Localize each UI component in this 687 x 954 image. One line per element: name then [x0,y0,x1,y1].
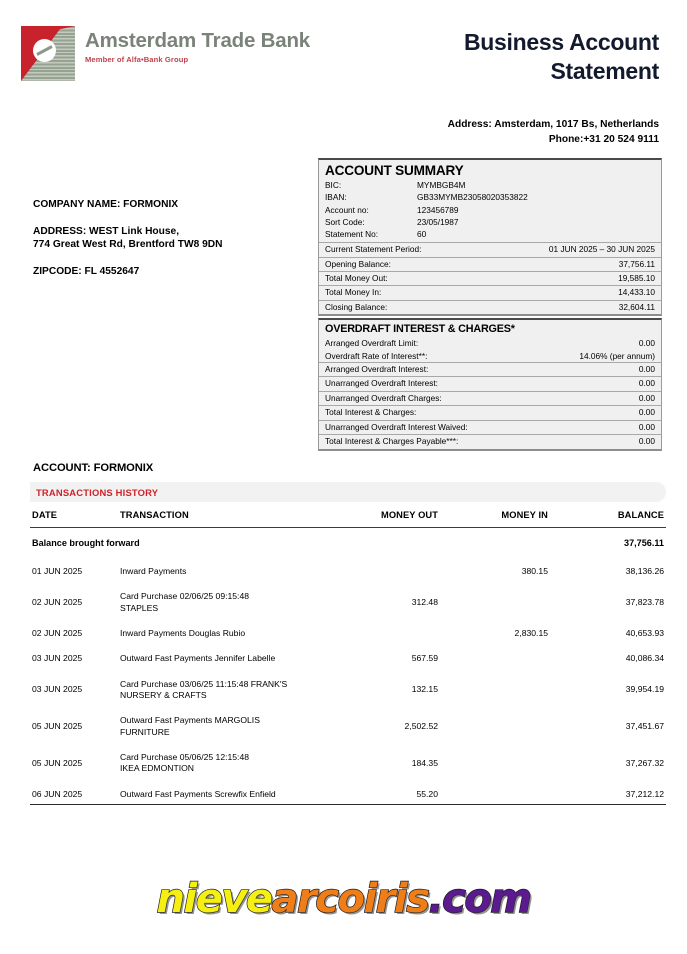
overdraft-row-label: Total Interest & Charges Payable***: [325,436,459,447]
row-description-line1: Card Purchase 02/06/25 09:15:48 [120,591,249,602]
row-money-out: 312.48 [411,597,438,608]
bank-contact [448,118,659,148]
row-balance: 37,267.32 [625,757,664,768]
transactions-history-label: TRANSACTIONS HISTORY [36,486,159,498]
overdraft-row-limit [319,337,661,349]
account-summary-title: ACCOUNT SUMMARY [325,163,464,178]
row-description-line2: STAPLES [120,602,159,613]
overdraft-row-value: 0.00 [638,338,655,349]
balance-brought-forward-label: Balance brought forward [32,538,140,548]
row-money-out: 132.15 [411,684,438,695]
balance-brought-forward-out [352,528,462,560]
watermark-part1: nieve [156,876,272,922]
summary-row-label: Opening Balance: [325,258,391,269]
table-row [30,646,666,671]
overdraft-row-label: Unarranged Overdraft Interest Waived: [325,421,468,432]
summary-row-label: Closing Balance: [325,301,388,312]
summary-field-statement-no [319,228,661,242]
overdraft-row-interest-waived [319,420,661,434]
overdraft-row-arranged-interest [319,362,661,376]
customer-details [33,198,222,278]
summary-field-value: 123456789 [417,204,459,215]
summary-field-bic [319,179,661,191]
table-row [30,745,666,782]
row-description [112,621,352,646]
row-description-line2: NURSERY & CRAFTS [120,690,207,701]
row-money-in [462,672,566,709]
row-money-out [352,559,462,584]
row-date: 02 JUN 2025 [32,597,83,608]
table-row-balance-brought-forward [30,528,666,560]
row-description-line1: Card Purchase 05/06/25 12:15:48 [120,752,249,763]
row-balance: 40,086.34 [625,653,664,664]
row-date: 01 JUN 2025 [32,566,83,576]
summary-field-label: Sort Code: [325,216,365,227]
row-money-in [462,745,566,782]
document-header [0,0,687,150]
bank-tagline: Member of Alfa•Bank Group [85,54,189,64]
row-money-in: 2,830.15 [514,628,548,639]
row-date: 06 JUN 2025 [32,788,83,799]
summary-row-value: 32,604.11 [618,301,655,312]
table-row [30,584,666,621]
summary-field-value: MYMBGB4M [417,180,466,191]
amsterdam-trade-bank-logo-icon [21,26,75,81]
summary-row-value: 14,433.10 [618,287,655,298]
row-money-in [462,646,566,671]
overdraft-row-value: 0.00 [638,436,655,447]
row-date: 05 JUN 2025 [32,757,83,768]
row-balance: 37,823.78 [625,597,664,608]
overdraft-row-value: 0.00 [638,407,655,418]
page-title-line2: Statement [550,58,659,85]
summary-row-label: Total Money In: [325,287,382,298]
row-description-line1: Outward Fast Payments Screwfix Enfield [120,788,276,799]
table-row [30,559,666,584]
summary-row-statement-period [319,242,661,256]
overdraft-row-label: Unarranged Overdraft Charges: [325,392,442,403]
summary-field-account-no [319,204,661,216]
summary-field-iban [319,191,661,203]
transactions-table [30,510,666,807]
transactions-history-band [30,482,666,502]
overdraft-row-total-interest-charges [319,405,661,419]
row-money-in [462,708,566,745]
page-title-line1: Business Account [463,29,659,55]
row-description-line2: IKEA EDMONTION [120,763,195,774]
customer-zipcode: ZIPCODE: FL 4552647 [33,265,140,277]
table-bottom-rule [30,804,666,805]
summary-field-label: Statement No: [325,228,379,239]
row-money-out: 184.35 [411,757,438,768]
row-description [112,584,352,621]
overdraft-row-unarranged-interest [319,376,661,390]
customer-company-name: COMPANY NAME: FORMONIX [33,199,179,210]
overdraft-row-label: Total Interest & Charges: [325,407,417,418]
summary-field-label: Account no: [325,204,369,215]
summary-row-value: 37,756.11 [618,258,655,269]
summary-field-value: 60 [417,228,427,239]
row-balance: 37,212.12 [625,788,664,799]
table-row [30,621,666,646]
bank-address: Address: Amsterdam, 1017 Bs, Netherlands [447,119,659,130]
row-description-line2: FURNITURE [120,726,170,737]
summary-field-label: BIC: [325,180,342,191]
account-name-label: ACCOUNT: FORMONIX [33,462,154,474]
row-balance: 38,136.26 [625,566,664,576]
overdraft-row-value: 0.00 [638,378,655,389]
balance-brought-forward-in [462,528,566,560]
customer-address [33,225,222,252]
overdraft-row-label: Unarranged Overdraft Interest: [325,378,438,389]
bank-name: Amsterdam Trade Bank [85,29,311,52]
row-money-out: 2,502.52 [404,721,438,732]
summary-field-value: 23/05/1987 [417,216,459,227]
row-balance: 39,954.19 [625,684,664,695]
column-header-date: DATE [30,510,112,528]
summary-row-total-money-out [319,271,661,285]
bank-phone: Phone:+31 20 524 9111 [548,133,659,145]
overdraft-charges-box [318,318,662,451]
row-date: 02 JUN 2025 [32,628,83,639]
summary-field-label: IBAN: [325,192,347,203]
row-description-line1: Inward Payments Douglas Rubio [120,628,246,639]
summary-row-label: Current Statement Period: [325,244,422,255]
row-balance: 37,451.67 [625,721,664,732]
overdraft-row-rate [319,350,661,362]
overdraft-title: OVERDRAFT INTEREST & CHARGES* [325,323,515,335]
row-description-line1: Inward Payments [120,566,187,576]
table-header-row [30,510,666,528]
row-description [112,646,352,671]
row-description [112,672,352,709]
summary-field-value: GB33MYMB23058020353822 [417,192,528,203]
watermark-part2: arcoiris [271,876,429,922]
column-header-transaction: TRANSACTION [112,510,352,528]
row-money-out [352,621,462,646]
row-money-in: 380.15 [521,566,548,576]
overdraft-row-value: 14.06% (per annum) [579,350,655,361]
overdraft-row-value: 0.00 [638,392,655,403]
row-money-in [462,584,566,621]
overdraft-row-value: 0.00 [638,421,655,432]
summary-row-value: 19,585.10 [618,273,655,284]
column-header-money-out: MONEY OUT [352,510,462,528]
row-description [112,745,352,782]
overdraft-row-value: 0.00 [638,363,655,374]
overdraft-row-total-payable [319,434,661,448]
summary-row-label: Total Money Out: [325,273,388,284]
balance-brought-forward-balance: 37,756.11 [624,538,664,548]
customer-address-line1: ADDRESS: WEST Link House, [33,225,180,237]
row-description-line1: Outward Fast Payments MARGOLIS [120,715,260,726]
table-row [30,672,666,709]
summary-row-closing-balance [319,300,661,314]
row-balance: 40,653.93 [625,628,664,639]
site-watermark [0,876,687,922]
row-description-line1: Card Purchase 03/06/25 11:15:48 FRANK'S [120,678,288,689]
overdraft-row-label: Arranged Overdraft Limit: [325,338,419,349]
row-date: 03 JUN 2025 [32,684,83,695]
watermark-part3: .com [428,876,531,922]
bank-logo [21,26,310,81]
row-description [112,708,352,745]
row-description [112,559,352,584]
overdraft-row-label: Overdraft Rate of Interest**: [325,350,428,361]
row-description-line1: Outward Fast Payments Jennifer Labelle [120,653,276,664]
row-money-out: 567.59 [411,653,438,664]
table-row [30,708,666,745]
account-summary-box [318,158,662,316]
row-date: 03 JUN 2025 [32,653,83,664]
overdraft-row-unarranged-charges [319,391,661,405]
overdraft-row-label: Arranged Overdraft Interest: [325,363,429,374]
summary-row-value: 01 JUN 2025 – 30 JUN 2025 [548,244,655,255]
summary-field-sort-code [319,216,661,228]
column-header-balance: BALANCE [566,510,666,528]
page-title [329,28,659,87]
customer-address-line2: 774 Great West Rd, Brentford TW8 9DN [33,239,223,251]
summary-row-opening-balance [319,257,661,271]
column-header-money-in: MONEY IN [462,510,566,528]
row-date: 05 JUN 2025 [32,721,83,732]
summary-row-total-money-in [319,285,661,299]
row-money-out: 55.20 [416,788,438,799]
